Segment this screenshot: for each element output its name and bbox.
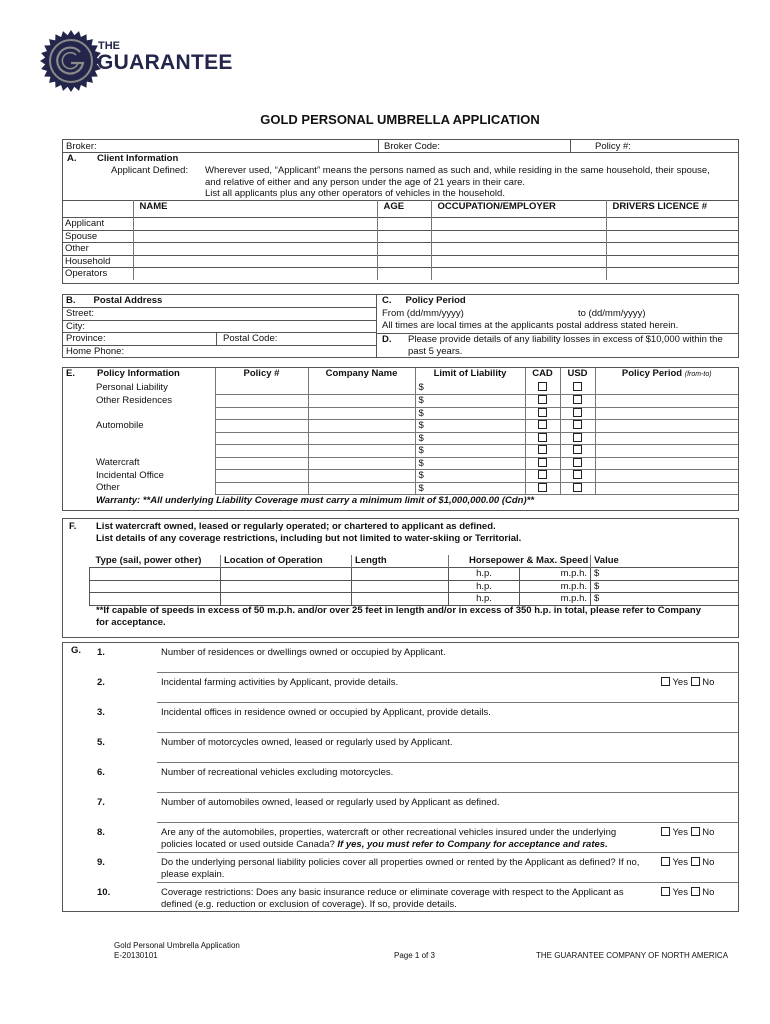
question-text-wrap xyxy=(161,647,641,659)
usd-cell xyxy=(560,470,595,483)
question-number: 1. xyxy=(97,647,105,658)
cad-checkbox[interactable] xyxy=(538,458,547,467)
usd-checkbox[interactable] xyxy=(573,445,582,454)
question-text: Incidental offices in residence owned or occupied by Applicant, provide details. xyxy=(161,707,491,718)
col-occupation: OCCUPATION/EMPLOYER xyxy=(431,201,606,218)
licence-cell[interactable] xyxy=(606,255,739,268)
cad-cell xyxy=(525,432,560,445)
policy-type-label: Personal Liability xyxy=(96,382,168,393)
question-item xyxy=(93,857,738,885)
name-cell[interactable] xyxy=(133,218,377,231)
yes-no-options xyxy=(661,827,714,838)
company-name-cell[interactable] xyxy=(308,432,415,445)
section-d-line: past 5 years. xyxy=(408,346,463,357)
question-text: Incidental farming activities by Applicant, provide details. xyxy=(161,677,399,688)
mph-unit: m.p.h. xyxy=(560,568,587,579)
location-cell[interactable] xyxy=(221,568,352,581)
section-c-title: Policy Period xyxy=(405,295,466,306)
policy-type-label xyxy=(63,407,215,420)
section-f-intro xyxy=(96,521,521,545)
row-label: Applicant xyxy=(62,218,133,231)
question-text: Number of recreational vehicles excluding motorcycles. xyxy=(161,767,394,778)
province-field[interactable]: Province: xyxy=(66,333,106,344)
postal-code-field[interactable]: Postal Code: xyxy=(216,333,376,345)
cad-checkbox[interactable] xyxy=(538,445,547,454)
cad-cell xyxy=(525,445,560,458)
section-f-letter: F. xyxy=(69,521,77,532)
question-number: 9. xyxy=(97,857,105,868)
to-date-field[interactable]: to (dd/mm/yyyy) xyxy=(578,307,646,319)
currency-symbol: $ xyxy=(418,457,424,469)
yes-no-options xyxy=(661,887,714,898)
yes-label: Yes xyxy=(672,887,688,898)
col-cad: CAD xyxy=(525,368,560,382)
licence-cell[interactable] xyxy=(606,243,739,256)
name-cell[interactable] xyxy=(133,268,377,281)
cad-cell xyxy=(525,457,560,470)
answer-line[interactable] xyxy=(157,852,738,853)
age-cell[interactable] xyxy=(377,268,431,281)
policy-period-note: All times are local times at the applicants postal address stated herein. xyxy=(382,320,679,331)
policy-row xyxy=(63,470,738,483)
applicant-row xyxy=(62,268,739,281)
hp-cell[interactable] xyxy=(449,568,520,581)
question-number: 3. xyxy=(97,707,105,718)
cad-cell xyxy=(525,470,560,483)
occupation-cell[interactable] xyxy=(431,243,606,256)
col-usd: USD xyxy=(560,368,595,382)
question-item xyxy=(93,797,738,825)
cad-checkbox[interactable] xyxy=(538,483,547,492)
yes-checkbox[interactable] xyxy=(661,857,670,866)
answer-line[interactable] xyxy=(157,822,738,823)
page-title: GOLD PERSONAL UMBRELLA APPLICATION xyxy=(260,112,540,127)
currency-symbol: $ xyxy=(418,420,424,431)
currency-symbol: $ xyxy=(418,432,424,444)
limit-cell[interactable] xyxy=(415,482,525,495)
policy-type-label xyxy=(63,445,215,458)
hp-unit: h.p. xyxy=(476,568,492,579)
policy-type-label xyxy=(63,432,215,445)
section-g-questions xyxy=(62,642,739,912)
section-c-d xyxy=(376,294,739,358)
question-number: 8. xyxy=(97,827,105,838)
policy-number-cell[interactable] xyxy=(215,432,308,445)
cad-cell xyxy=(525,395,560,408)
question-number: 10. xyxy=(97,887,111,898)
limit-cell[interactable] xyxy=(415,445,525,458)
section-d-letter: D. xyxy=(382,333,392,345)
policy-number-cell[interactable] xyxy=(215,445,308,458)
question-item xyxy=(93,737,738,765)
currency-symbol: $ xyxy=(418,482,424,494)
mph-cell[interactable] xyxy=(520,568,591,581)
policy-type-label: Watercraft xyxy=(96,457,140,468)
street-field[interactable]: Street: xyxy=(63,308,376,321)
applicant-row xyxy=(62,218,739,231)
policy-row xyxy=(63,407,738,420)
policy-type-label: Incidental Office xyxy=(96,469,164,481)
watercraft-table xyxy=(89,555,739,606)
usd-checkbox[interactable] xyxy=(573,395,582,404)
warranty-note: Warranty: **All underlying Liability Coverage must carry a minimum limit of $1,000,000.00 (Cdn)** xyxy=(96,495,535,506)
mph-unit: m.p.h. xyxy=(560,580,587,592)
mph-unit: m.p.h. xyxy=(560,593,587,604)
currency-symbol: $ xyxy=(418,382,424,393)
from-date-field[interactable]: From (dd/mm/yyyy) xyxy=(382,307,464,319)
question-number: 7. xyxy=(97,797,105,808)
applicant-row xyxy=(62,255,739,268)
question-number: 5. xyxy=(97,737,105,748)
usd-checkbox[interactable] xyxy=(573,483,582,492)
cad-checkbox[interactable] xyxy=(538,395,547,404)
cad-checkbox[interactable] xyxy=(538,408,547,417)
type-cell[interactable] xyxy=(90,568,221,581)
usd-cell xyxy=(560,457,595,470)
question-text-wrap xyxy=(161,857,641,881)
policy-number-cell[interactable] xyxy=(215,470,308,483)
usd-cell xyxy=(560,395,595,408)
hp-unit: h.p. xyxy=(476,580,492,592)
hp-cell[interactable] xyxy=(449,580,520,593)
limit-cell[interactable] xyxy=(415,407,525,420)
question-text-wrap xyxy=(161,827,641,851)
col-company-name: Company Name xyxy=(308,368,415,382)
usd-checkbox[interactable] xyxy=(573,433,582,442)
answer-line[interactable] xyxy=(157,732,738,733)
value-cell[interactable] xyxy=(591,593,739,606)
question-number: 2. xyxy=(97,677,105,688)
usd-checkbox[interactable] xyxy=(573,382,582,391)
section-e-policy-information xyxy=(62,367,739,511)
cad-checkbox[interactable] xyxy=(538,382,547,391)
section-f-line: List watercraft owned, leased or regularly operated; or chartered to applicant as defined. xyxy=(96,521,496,532)
col-policy-number: Policy # xyxy=(215,368,308,382)
defined-line: List all applicants plus any other operators of vehicles in the household. xyxy=(205,188,505,199)
yes-label: Yes xyxy=(672,827,688,838)
col-policy-period xyxy=(595,368,738,382)
no-checkbox[interactable] xyxy=(691,887,700,896)
usd-checkbox[interactable] xyxy=(573,470,582,479)
limit-cell[interactable] xyxy=(415,470,525,483)
policy-period-cell[interactable] xyxy=(595,432,738,445)
yes-label: Yes xyxy=(672,857,688,868)
policy-period-cell[interactable] xyxy=(595,482,738,495)
name-cell[interactable] xyxy=(133,255,377,268)
col-horsepower-speed: Horsepower & Max. Speed xyxy=(449,555,591,568)
currency-symbol: $ xyxy=(418,395,424,406)
section-d-line: Please provide details of any liability losses in excess of $10,000 within the xyxy=(408,333,723,345)
answer-line[interactable] xyxy=(157,792,738,793)
age-cell[interactable] xyxy=(377,255,431,268)
question-number: 6. xyxy=(97,767,105,778)
row-label: Other xyxy=(62,243,133,256)
period-note: (from-to) xyxy=(684,371,712,378)
location-cell[interactable] xyxy=(221,593,352,606)
yes-checkbox[interactable] xyxy=(661,887,670,896)
value-cell[interactable] xyxy=(591,580,739,593)
length-cell[interactable] xyxy=(352,593,449,606)
question-text-wrap xyxy=(161,767,641,779)
policy-type-label: Other Residences xyxy=(96,394,173,406)
home-phone-field[interactable]: Home Phone: xyxy=(66,345,125,357)
question-text-wrap xyxy=(161,707,641,719)
policy-row xyxy=(63,395,738,408)
currency-symbol: $ xyxy=(594,580,600,592)
question-text: Are any of the automobiles, properties, watercraft or other recreational vehicles insured under the underlying policies located or used outside Canada? xyxy=(161,827,617,850)
section-f-watercraft xyxy=(62,518,739,638)
section-c-letter: C. xyxy=(382,295,392,306)
question-text-wrap xyxy=(161,887,641,911)
question-text-wrap xyxy=(161,677,641,689)
usd-cell xyxy=(560,382,595,395)
policy-row xyxy=(63,432,738,445)
limit-cell[interactable] xyxy=(415,395,525,408)
occupation-cell[interactable] xyxy=(431,268,606,281)
company-name-cell[interactable] xyxy=(308,420,415,433)
question-item xyxy=(93,677,738,705)
usd-cell xyxy=(560,432,595,445)
applicant-defined-text xyxy=(205,165,710,200)
company-name-cell[interactable] xyxy=(308,445,415,458)
section-b-letter: B. xyxy=(66,295,76,306)
cad-cell xyxy=(525,382,560,395)
yes-checkbox[interactable] xyxy=(661,827,670,836)
no-label: No xyxy=(702,887,715,898)
name-cell[interactable] xyxy=(133,243,377,256)
section-a-title: Client Information xyxy=(97,153,179,164)
col-policy-period-label: Policy Period xyxy=(621,368,683,379)
limit-cell[interactable] xyxy=(415,432,525,445)
watercraft-note-line: **If capable of speeds in excess of 50 m.p.h. and/or over 25 feet in length and/or in excess of 350 h.p. in total, please refer to Company xyxy=(96,605,702,616)
logo-the: THE xyxy=(98,40,120,52)
policy-type-label: Other xyxy=(96,482,120,493)
question-item xyxy=(93,887,738,915)
policy-period-cell[interactable] xyxy=(595,382,738,395)
currency-symbol: $ xyxy=(594,593,600,604)
licence-cell[interactable] xyxy=(606,230,739,243)
usd-cell xyxy=(560,407,595,420)
section-g-letter: G. xyxy=(71,645,82,656)
col-value: Value xyxy=(591,555,739,568)
answer-line[interactable] xyxy=(157,882,738,883)
section-e-heading xyxy=(63,368,215,382)
broker-code-field[interactable]: Broker Code: xyxy=(378,140,570,153)
section-f-line: List details of any coverage restrictions, including but not limited to water-skiing or Territorial. xyxy=(96,533,522,544)
licence-cell[interactable] xyxy=(606,268,739,281)
yes-no-options xyxy=(661,857,714,868)
section-b-postal-address xyxy=(62,294,377,358)
col-licence: DRIVERS LICENCE # xyxy=(612,201,707,212)
policy-number-cell[interactable] xyxy=(215,457,308,470)
applicant-defined-label: Applicant Defined: xyxy=(111,165,189,176)
broker-field[interactable]: Broker: xyxy=(66,141,97,152)
limit-cell[interactable] xyxy=(415,420,525,433)
company-name-cell[interactable] xyxy=(308,470,415,483)
occupation-cell[interactable] xyxy=(431,255,606,268)
policy-period-cell[interactable] xyxy=(595,420,738,433)
no-label: No xyxy=(702,827,715,838)
policy-number-cell[interactable] xyxy=(215,407,308,420)
footer-form-name: Gold Personal Umbrella Application xyxy=(114,941,240,950)
seal-icon xyxy=(40,30,102,92)
cad-cell xyxy=(525,482,560,495)
cad-checkbox[interactable] xyxy=(538,470,547,479)
city-field[interactable]: City: xyxy=(63,321,376,334)
company-name-cell[interactable] xyxy=(308,382,415,395)
col-length: Length xyxy=(352,555,449,568)
no-label: No xyxy=(702,857,715,868)
yes-label: Yes xyxy=(672,677,688,688)
watercraft-row xyxy=(90,593,739,606)
policy-row xyxy=(63,457,738,470)
limit-cell[interactable] xyxy=(415,457,525,470)
company-logo xyxy=(40,30,233,90)
no-label: No xyxy=(702,677,715,688)
no-checkbox[interactable] xyxy=(691,827,700,836)
question-bold-note: If yes, you must refer to Company for acceptance and rates. xyxy=(337,839,608,850)
age-cell[interactable] xyxy=(377,230,431,243)
policy-period-cell[interactable] xyxy=(595,407,738,420)
defined-line: Wherever used, “Applicant” means the persons named as such and, while residing in the same household, their spouse, xyxy=(205,165,710,176)
col-limit: Limit of Liability xyxy=(415,368,525,382)
row-label: Household xyxy=(62,255,133,268)
usd-checkbox[interactable] xyxy=(573,420,582,429)
answer-line[interactable] xyxy=(157,672,738,673)
col-location: Location of Operation xyxy=(221,555,352,568)
licence-cell[interactable] xyxy=(606,218,739,231)
policy-period-cell[interactable] xyxy=(595,470,738,483)
cad-cell xyxy=(525,407,560,420)
policy-row xyxy=(63,420,738,433)
hp-cell[interactable] xyxy=(449,593,520,606)
company-name-cell[interactable] xyxy=(308,482,415,495)
col-age: AGE xyxy=(377,201,431,218)
type-cell[interactable] xyxy=(90,580,221,593)
usd-cell xyxy=(560,420,595,433)
limit-cell[interactable] xyxy=(415,382,525,395)
currency-symbol: $ xyxy=(418,445,424,456)
answer-line[interactable] xyxy=(157,702,738,703)
watercraft-note xyxy=(96,605,701,629)
col-type: Type (sail, power other) xyxy=(95,555,202,566)
type-cell[interactable] xyxy=(90,593,221,606)
question-text: Number of automobiles owned, leased or regularly used by Applicant as defined. xyxy=(161,797,500,808)
section-b-title: Postal Address xyxy=(93,295,163,306)
policy-type-label: Automobile xyxy=(96,419,144,431)
question-item xyxy=(93,767,738,795)
company-name-cell[interactable] xyxy=(308,457,415,470)
underlying-policies-table xyxy=(63,368,738,495)
row-label: Operators xyxy=(62,268,133,281)
question-text: Number of residences or dwellings owned or occupied by Applicant. xyxy=(161,647,446,658)
question-item xyxy=(93,827,738,855)
applicants-table xyxy=(62,200,739,280)
question-item xyxy=(93,707,738,735)
question-text: Coverage restrictions: Does any basic insurance reduce or eliminate coverage with respect to the Applicant as defined (e.g. reduction or exclusion of coverage). If so, provide details. xyxy=(161,887,624,910)
policy-number-cell[interactable] xyxy=(215,382,308,395)
usd-checkbox[interactable] xyxy=(573,458,582,467)
row-label: Spouse xyxy=(62,230,133,243)
no-checkbox[interactable] xyxy=(691,677,700,686)
cad-checkbox[interactable] xyxy=(538,420,547,429)
section-e-letter: E. xyxy=(66,368,75,379)
policy-row xyxy=(63,382,738,395)
policy-period-cell[interactable] xyxy=(595,395,738,408)
section-d-text xyxy=(408,334,723,359)
hp-unit: h.p. xyxy=(476,593,492,604)
question-text-wrap xyxy=(161,797,641,809)
question-text-wrap xyxy=(161,737,641,749)
usd-checkbox[interactable] xyxy=(573,408,582,417)
watercraft-row xyxy=(90,568,739,581)
policy-row xyxy=(63,445,738,458)
occupation-cell[interactable] xyxy=(431,218,606,231)
company-name-cell[interactable] xyxy=(308,395,415,408)
usd-cell xyxy=(560,482,595,495)
answer-line[interactable] xyxy=(157,762,738,763)
yes-no-options xyxy=(661,677,714,688)
watercraft-row xyxy=(90,580,739,593)
name-cell[interactable] xyxy=(133,230,377,243)
mph-cell[interactable] xyxy=(520,593,591,606)
watercraft-note-line: for acceptance. xyxy=(96,617,166,628)
location-cell[interactable] xyxy=(221,580,352,593)
footer-company: THE GUARANTEE COMPANY OF NORTH AMERICA xyxy=(536,951,729,960)
yes-checkbox[interactable] xyxy=(661,677,670,686)
age-cell[interactable] xyxy=(377,218,431,231)
footer-page-number: Page 1 of 3 xyxy=(394,951,435,960)
currency-symbol: $ xyxy=(594,568,600,579)
section-e-title: Policy Information xyxy=(96,368,180,379)
footer-form-code: E-20130101 xyxy=(114,951,158,960)
company-name-cell[interactable] xyxy=(308,407,415,420)
policy-number-cell[interactable] xyxy=(215,395,308,408)
policy-number-cell[interactable] xyxy=(215,482,308,495)
cad-cell xyxy=(525,420,560,433)
section-a-client-information xyxy=(62,139,739,284)
age-cell[interactable] xyxy=(377,243,431,256)
footer-form-info xyxy=(114,941,240,961)
policy-period-cell[interactable] xyxy=(595,457,738,470)
policy-row xyxy=(63,482,738,495)
currency-symbol: $ xyxy=(418,470,424,481)
col-name: NAME xyxy=(133,201,377,218)
question-text: Do the underlying personal liability policies cover all properties owned or rented by the Applicant as defined? If no, please explain. xyxy=(161,857,640,880)
logo-guarantee: GUARANTEE xyxy=(97,51,233,74)
defined-line: and relative of either and any person under the age of 21 years in their care. xyxy=(205,176,526,188)
applicant-row xyxy=(62,243,739,256)
section-a-letter: A. xyxy=(67,153,77,164)
value-cell[interactable] xyxy=(591,568,739,581)
policy-number-cell[interactable] xyxy=(215,420,308,433)
length-cell[interactable] xyxy=(352,568,449,581)
applicant-row xyxy=(62,230,739,243)
length-cell[interactable] xyxy=(352,580,449,593)
currency-symbol: $ xyxy=(418,407,424,419)
question-item xyxy=(93,647,738,675)
no-checkbox[interactable] xyxy=(691,857,700,866)
mph-cell[interactable] xyxy=(520,580,591,593)
usd-cell xyxy=(560,445,595,458)
policy-period-cell[interactable] xyxy=(595,445,738,458)
policy-number-field[interactable]: Policy #: xyxy=(570,140,738,153)
question-text: Number of motorcycles owned, leased or regularly used by Applicant. xyxy=(161,737,453,748)
cad-checkbox[interactable] xyxy=(538,433,547,442)
occupation-cell[interactable] xyxy=(431,230,606,243)
